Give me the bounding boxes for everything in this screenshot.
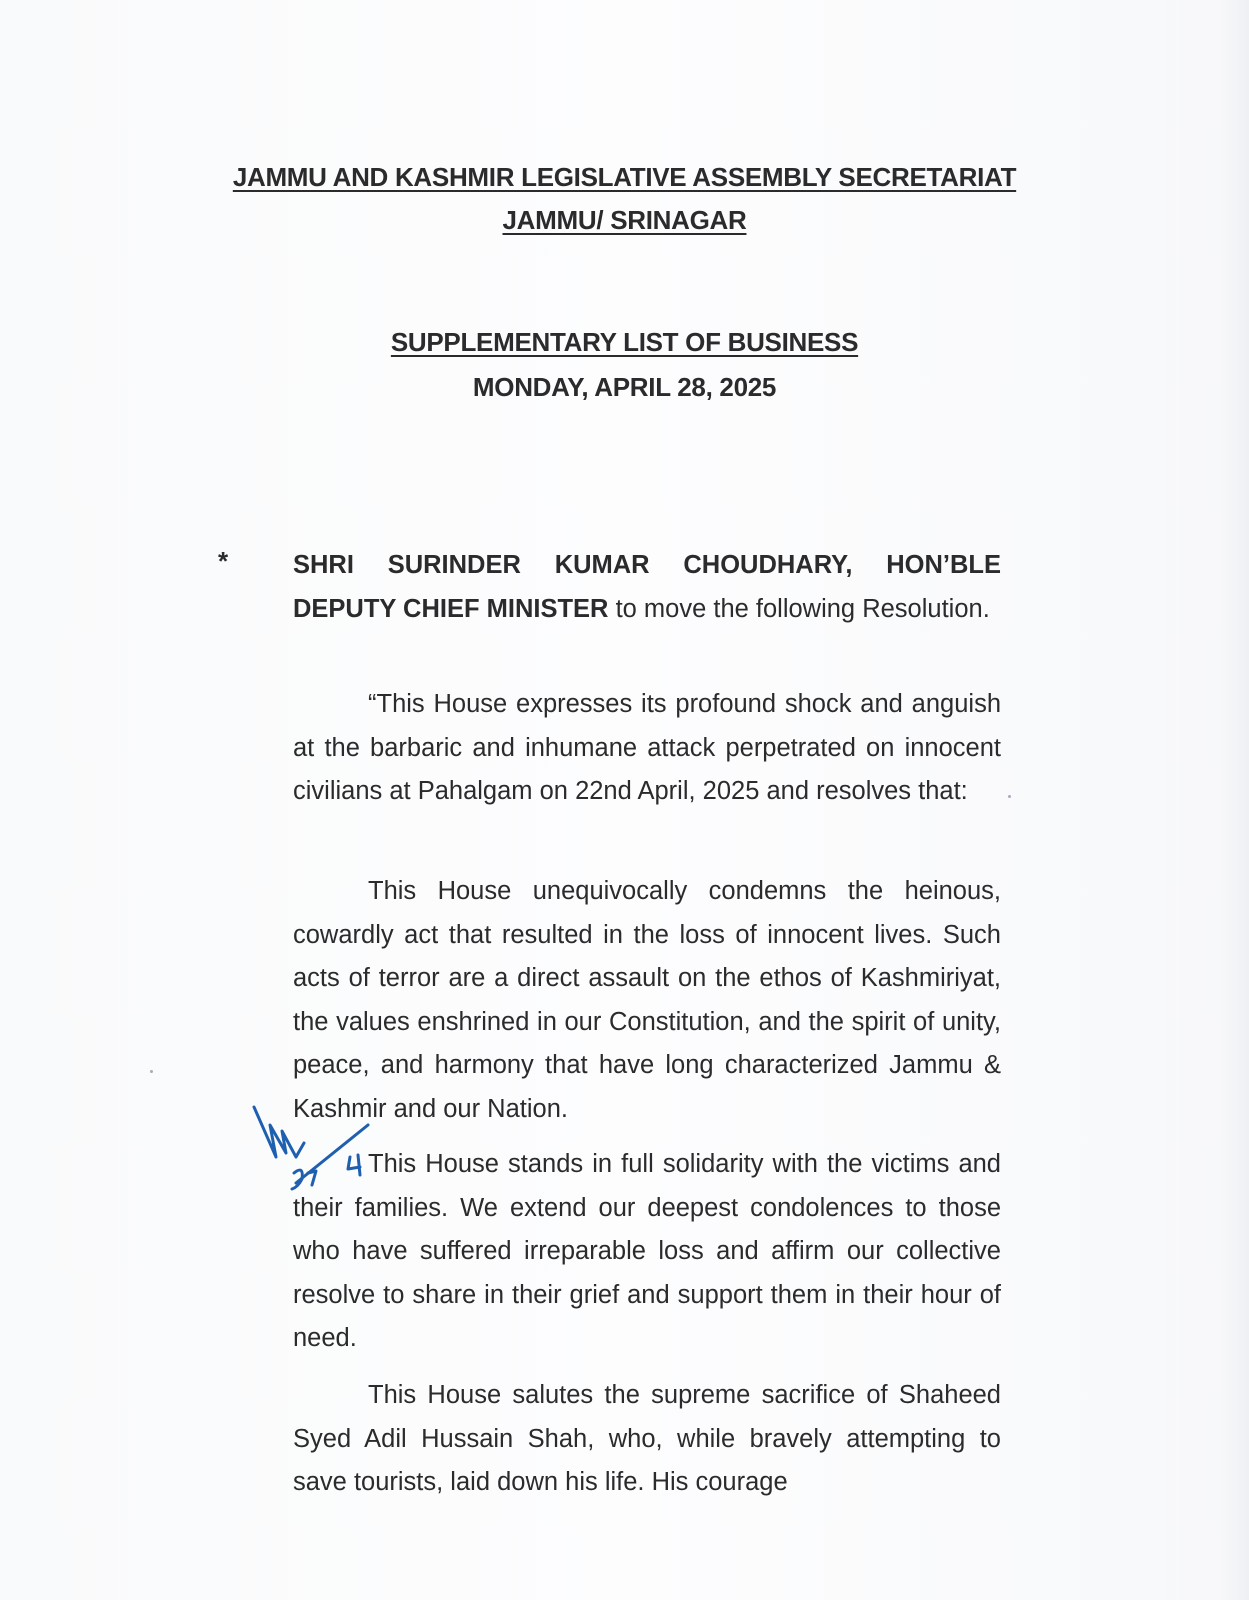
resolution-paragraph: This House unequivocally condemns the heinous, cowardly act that resulted in the loss of innocent lives. Such acts of terror are a direct assault on the ethos of Kashmiriyat, the values enshrined in our Constitution, and the spirit of unity, peace, and harmony that have long characterized Jammu & Kashmir and our Nation.	[293, 877, 1001, 1123]
resolution-paragraph: This House stands in full solidarity with the victims and their families. We extend our deepest condolences to those who have suffered irreparable loss and affirm our collective resolve to share in their grief and support them in their hour of need.	[293, 1150, 1001, 1352]
resolution-paragraph: “This House expresses its profound shock and anguish at the barbaric and inhumane attack perpetrated on innocent civilians at Pahalgam on 22nd April, 2025 and resolves that:	[293, 690, 1001, 805]
mover-paragraph	[293, 544, 1001, 631]
resolution-paragraph: This House salutes the supreme sacrifice of Shaheed Syed Adil Hussain Shah, who, while bravely attempting to save tourists, laid down his life. His courage	[293, 1381, 1001, 1496]
scan-speck	[150, 1070, 153, 1073]
signature-date	[292, 1170, 316, 1189]
mover-action: to move the following Resolution.	[608, 594, 990, 623]
mover-name: SHRI SURINDER KUMAR CHOUDHARY, HON’BLE DEPUTY CHIEF MINISTER	[293, 551, 1001, 623]
location-heading: JAMMU/ SRINAGAR	[502, 205, 747, 235]
signature-digit	[348, 1155, 360, 1175]
list-title: SUPPLEMENTARY LIST OF BUSINESS	[390, 327, 859, 357]
handwritten-signature-icon	[248, 1095, 388, 1235]
scan-speck	[1008, 795, 1011, 798]
date-heading: MONDAY, APRIL 28, 2025	[472, 372, 777, 402]
page-edge-shadow	[1219, 0, 1249, 1600]
item-bullet: *	[218, 546, 229, 576]
signature-stroke	[254, 1107, 304, 1157]
secretariat-heading: JAMMU AND KASHMIR LEGISLATIVE ASSEMBLY SECRETARIAT	[232, 162, 1017, 192]
